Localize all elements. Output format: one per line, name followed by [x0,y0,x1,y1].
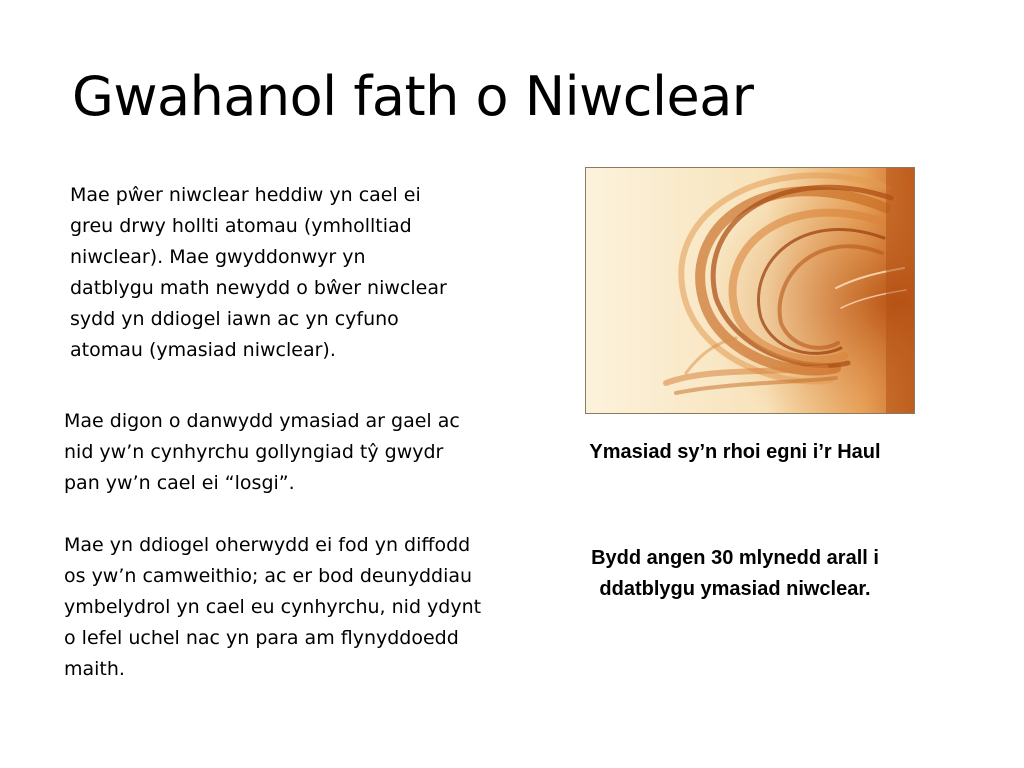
paragraph-safety: Mae yn ddiogel oherwydd ei fod yn diffodd os yw’n camweithio; ac er bod deunyddiau ymbelydrol yn cael eu cynhyrchu, nid ydynt o lefel uchel nac yn para am flynyddoedd maith. [64,534,482,680]
fusion-timeline-note: Bydd angen 30 mlynedd arall i ddatblygu ymasiad niwclear. [591,547,879,600]
slide-title: Gwahanol fath o Niwclear [72,65,754,128]
paragraph-fuel: Mae digon o danwydd ymasiad ar gael ac nid yw’n cynhyrchu gollyngiad tŷ gwydr pan yw’n cael ei “losgi”. [64,410,460,494]
paragraph-fission-fusion: Mae pŵer niwclear heddiw yn cael ei greu drwy hollti atomau (ymholltiad niwclear). Mae gwyddonwyr yn datblygu math newydd o bŵer niwclear sydd yn ddiogel iawn ac yn cyfuno atomau (ymasiad niwclear). [70,184,447,361]
image-caption: Ymasiad sy’n rhoi egni i’r Haul [589,441,881,463]
solar-prominence-illustration [586,168,914,413]
solar-prominence-image [585,167,915,414]
